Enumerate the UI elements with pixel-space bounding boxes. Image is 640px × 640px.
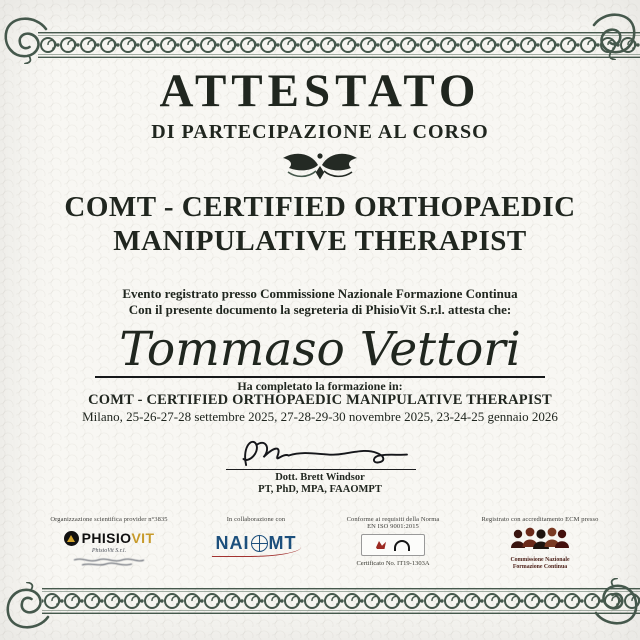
completed-course-title: COMT - CERTIFIED ORTHOPAEDIC MANIPULATIVE THERAPIST xyxy=(88,392,552,408)
iso-black-mark-icon xyxy=(394,540,410,551)
signature-icon xyxy=(220,432,420,472)
corner-scroll-icon xyxy=(592,10,638,60)
completion-label: Ha completato la formazione in: xyxy=(237,379,403,393)
naiomt-wordmark-left: NAI xyxy=(215,533,250,553)
course-dates: Milano, 25-26-27-28 settembre 2025, 27-28-29-30 novembre 2025, 23-24-25 gennaio 2026 xyxy=(82,409,558,424)
naiomt-wordmark-right: MT xyxy=(268,533,297,553)
certificate-subtitle: DI PARTECIPAZIONE AL CORSO xyxy=(151,121,489,143)
recipient-name: Tommaso Vettori xyxy=(119,322,521,377)
provider-stamp: PhisioVit S.r.l. xyxy=(91,548,127,554)
collaboration-caption: In collaborazione con xyxy=(226,516,286,523)
iso-caption-line1: Conforme ai requisiti della Norma xyxy=(346,516,440,523)
ecm-org-line2: Formazione Continua xyxy=(512,564,568,571)
registration-line1: Evento registrato presso Commissione Nazionale Formazione Continua xyxy=(122,286,518,301)
naiomt-globe-icon xyxy=(251,535,268,552)
course-title-line1: COMT - CERTIFIED ORTHOPAEDIC xyxy=(64,191,576,223)
ecm-org-line1: Commissione Nazionale xyxy=(510,557,570,563)
corner-scroll-icon xyxy=(2,14,48,64)
ecm-people-icon xyxy=(508,526,572,552)
collaboration-section xyxy=(196,516,316,572)
iso-caption-line2: EN ISO 9001:2015 xyxy=(367,523,419,530)
signer-credentials: PT, PhD, MPA, FAAOMPT xyxy=(258,484,382,495)
iso-certificate-number: Certificato No. IT19-1303A xyxy=(356,560,430,567)
certificate-title: ATTESTATO xyxy=(159,65,481,117)
signer-name: Dott. Brett Windsor xyxy=(275,472,365,483)
stamp-scribble-icon xyxy=(72,557,146,567)
signature-underline xyxy=(226,469,416,470)
name-underline xyxy=(95,376,545,378)
ecm-section xyxy=(470,516,610,572)
ecm-caption: Registrato con accreditamento ECM presso xyxy=(481,516,599,523)
naiomt-logo xyxy=(212,533,301,557)
registration-line2: Con il presente documento la segreteria di PhisioVit S.r.l. attesta che: xyxy=(128,302,512,317)
phisiovit-triangle-icon xyxy=(64,531,79,546)
provider-caption: Organizzazione scientifica provider n°3835 xyxy=(50,516,168,523)
phisiovit-logo xyxy=(34,530,184,546)
footer-accreditations xyxy=(34,516,610,572)
course-title-line2: MANIPULATIVE THERAPIST xyxy=(113,225,527,257)
iso-red-mark-icon xyxy=(376,541,386,549)
fleuron-icon xyxy=(0,148,640,191)
border-band-top xyxy=(38,32,640,58)
iso-badge-icon xyxy=(361,534,425,556)
corner-scroll-icon xyxy=(4,582,50,632)
corner-scroll-icon xyxy=(594,578,640,628)
phisiovit-wordmark: PHISIOVIT xyxy=(81,530,155,546)
provider-section xyxy=(34,516,184,572)
iso-section xyxy=(328,516,458,572)
border-band-bottom xyxy=(42,588,640,614)
